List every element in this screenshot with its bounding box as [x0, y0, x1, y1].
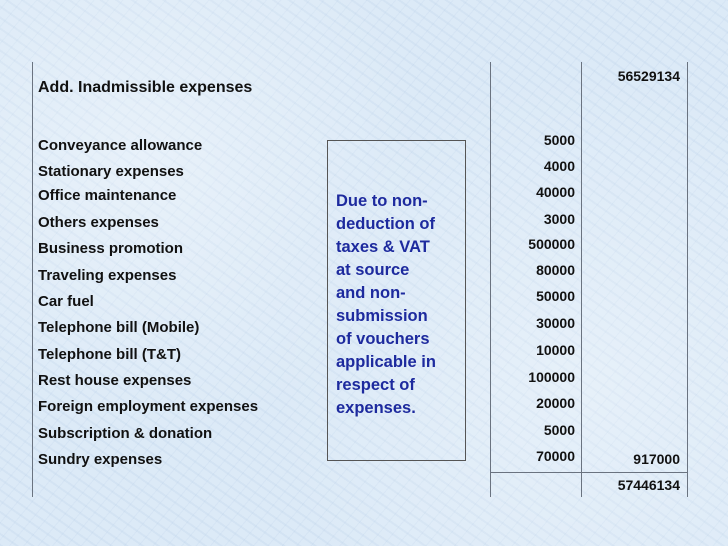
expense-amount: 5000: [543, 422, 575, 438]
total-divider-rule: [490, 472, 688, 473]
expense-label: Business promotion: [38, 240, 184, 257]
opening-amount: 56529134: [617, 68, 680, 84]
expense-amount: 50000: [536, 288, 575, 304]
amount-column-left-rule: [490, 62, 491, 497]
note-box: [327, 140, 466, 461]
expense-label: Traveling expenses: [38, 267, 177, 284]
expense-label: Subscription & donation: [38, 425, 213, 442]
total-column-right-rule: [687, 62, 688, 497]
grand-total: 57446134: [617, 477, 680, 493]
expense-amount: 70000: [536, 448, 575, 464]
note-text: Due to non- deduction of taxes & VAT at source and non- submission of vouchers applicable in respect of expenses.: [336, 192, 436, 417]
expense-amount: 40000: [536, 184, 575, 200]
expense-label: Conveyance allowance: [38, 137, 203, 154]
amount-column-right-rule: [581, 62, 582, 497]
left-rule: [32, 62, 33, 497]
expense-amount: 20000: [536, 395, 575, 411]
expense-amount: 500000: [528, 236, 575, 252]
section-heading: Add. Inadmissible expenses: [38, 79, 253, 96]
expense-label: Telephone bill (Mobile): [38, 319, 200, 336]
expense-label: Foreign employment expenses: [38, 398, 259, 415]
expense-amount: 5000: [543, 132, 575, 148]
expense-label: Sundry expenses: [38, 451, 163, 468]
expense-amount: 30000: [536, 315, 575, 331]
expense-label: Office maintenance: [38, 187, 177, 204]
expense-amount: 100000: [528, 369, 575, 385]
expense-label: Car fuel: [38, 293, 94, 310]
expense-label: Rest house expenses: [38, 372, 192, 389]
expense-amount: 4000: [543, 158, 575, 174]
expense-label: Others expenses: [38, 214, 159, 231]
expense-amount: 10000: [536, 342, 575, 358]
expenses-total: 917000: [633, 451, 680, 467]
expense-amount: 3000: [543, 211, 575, 227]
expense-amount: 80000: [536, 262, 575, 278]
expense-label: Stationary expenses: [38, 163, 184, 180]
expense-label: Telephone bill (T&T): [38, 346, 182, 363]
